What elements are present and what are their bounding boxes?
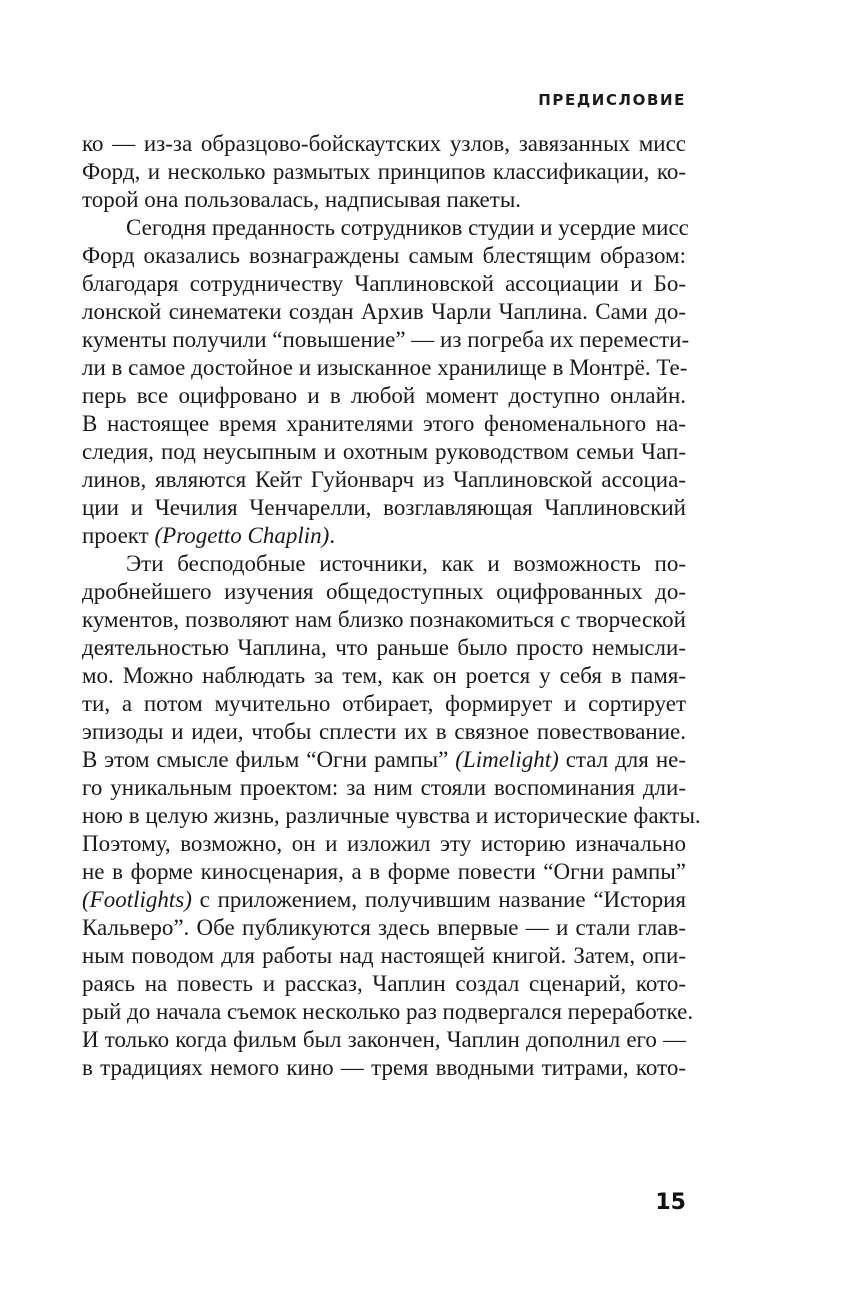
text-segment: ною в целую жизнь, различные чувства и исторические факты. [82, 803, 701, 828]
text-segment: не в форме киносценария, а в форме повести “Огни рампы” [82, 859, 686, 884]
text-segment: лонской синематеки создан Архив Чарли Чаплина. Сами до- [82, 299, 686, 324]
text-line [82, 942, 686, 970]
italic-text: (Progetto Chaplin) [154, 523, 330, 548]
text-line [82, 718, 686, 746]
text-line [82, 578, 686, 606]
text-segment: Сегодня преданность сотрудников студии и усердие мисс [126, 215, 689, 240]
text-line [82, 410, 686, 438]
text-segment: го уникальным проектом: за ним стояли воспоминания дли- [82, 775, 686, 800]
text-segment: рый до начала съемок несколько раз подвергался переработке. [82, 999, 694, 1024]
text-line [82, 914, 686, 942]
text-segment: проект [82, 523, 155, 548]
running-head: ПРЕДИСЛОВИЕ [538, 91, 686, 109]
text-segment: эпизоды и идеи, чтобы сплести их в связное повествование. [82, 719, 686, 744]
text-segment: Форд оказались вознаграждены самым блестящим образом: [82, 243, 686, 268]
text-line [82, 270, 686, 298]
text-line [82, 886, 686, 914]
text-line [82, 634, 686, 662]
text-segment: перь все оцифровано и в любой момент доступно онлайн. [82, 383, 686, 408]
text-line [82, 1026, 686, 1054]
text-segment: ным поводом для работы над настоящей книгой. Затем, опи- [82, 943, 686, 968]
italic-text: (Limelight) [455, 747, 559, 772]
text-line [82, 438, 686, 466]
text-segment: И только когда фильм был закончен, Чаплин дополнил его — [82, 1027, 686, 1052]
text-line [82, 662, 686, 690]
text-line [82, 774, 686, 802]
text-line [82, 858, 686, 886]
page-number: 15 [655, 1190, 686, 1215]
text-segment: Форд, и несколько размытых принципов классификации, ко- [82, 159, 686, 184]
text-segment: деятельностью Чаплина, что раньше было просто немысли- [82, 635, 686, 660]
text-line [82, 998, 694, 1026]
text-line [82, 1054, 686, 1082]
text-segment: ко — из-за образцово-бойскаутских узлов, завязанных мисс [82, 131, 686, 156]
text-line [82, 382, 686, 410]
text-line [82, 690, 686, 718]
text-segment: благодаря сотрудничеству Чаплиновской ассоциации и Бо- [82, 271, 686, 296]
text-segment: с приложением, получившим название “История [191, 887, 686, 912]
text-line [82, 830, 686, 858]
text-line [82, 130, 686, 158]
text-line [82, 298, 686, 326]
text-line [82, 550, 686, 578]
body-text [82, 130, 701, 1082]
text-segment: ли в самое достойное и изысканное хранилище в Монтрё. Те- [82, 355, 688, 380]
text-line [82, 242, 686, 270]
text-segment: В настоящее время хранителями этого феноменального на- [82, 411, 686, 436]
text-segment: Кальверо”. Обе публикуются здесь впервые — и стали глав- [82, 915, 686, 940]
italic-text: (Footlights) [82, 887, 192, 912]
text-line [82, 494, 686, 522]
text-segment: ти, а потом мучительно отбирает, формирует и сортирует [82, 691, 686, 716]
text-segment: кументы получили “повышение” — из погреба их перемести- [82, 327, 690, 352]
text-segment: . [329, 523, 336, 548]
text-segment: стал для не- [558, 747, 686, 772]
text-segment: торой она пользовалась, надписывая пакеты. [82, 187, 522, 212]
text-segment: следия, под неусыпным и охотным руководством семьи Чап- [82, 439, 686, 464]
text-line [82, 522, 686, 550]
text-line [82, 354, 686, 382]
text-line [82, 186, 686, 214]
text-segment: Эти бесподобные источники, как и возможность по- [126, 551, 686, 576]
text-line [82, 326, 690, 354]
text-segment: дробнейшего изучения общедоступных оцифрованных до- [82, 579, 686, 604]
text-segment: Поэтому, возможно, он и изложил эту историю изначально [82, 831, 686, 856]
text-segment: мо. Можно наблюдать за тем, как он роется у себя в памя- [82, 663, 686, 688]
text-segment: ции и Чечилия Ченчарелли, возглавляющая Чаплиновский [82, 495, 686, 520]
text-segment: кументов, позволяют нам близко познакомиться с творческой [82, 607, 686, 632]
text-line [82, 970, 686, 998]
text-line [82, 214, 689, 242]
text-segment: в традициях немого кино — тремя вводными титрами, кото- [82, 1055, 686, 1080]
text-segment: В этом смысле фильм “Огни рампы” [82, 747, 456, 772]
text-line [82, 606, 686, 634]
text-line [82, 746, 686, 774]
text-line [82, 802, 701, 830]
text-segment: линов, являются Кейт Гуйонварч из Чаплиновской ассоциа- [82, 467, 686, 492]
text-segment: раясь на повесть и рассказ, Чаплин создал сценарий, кото- [82, 971, 686, 996]
text-line [82, 466, 686, 494]
text-line [82, 158, 686, 186]
